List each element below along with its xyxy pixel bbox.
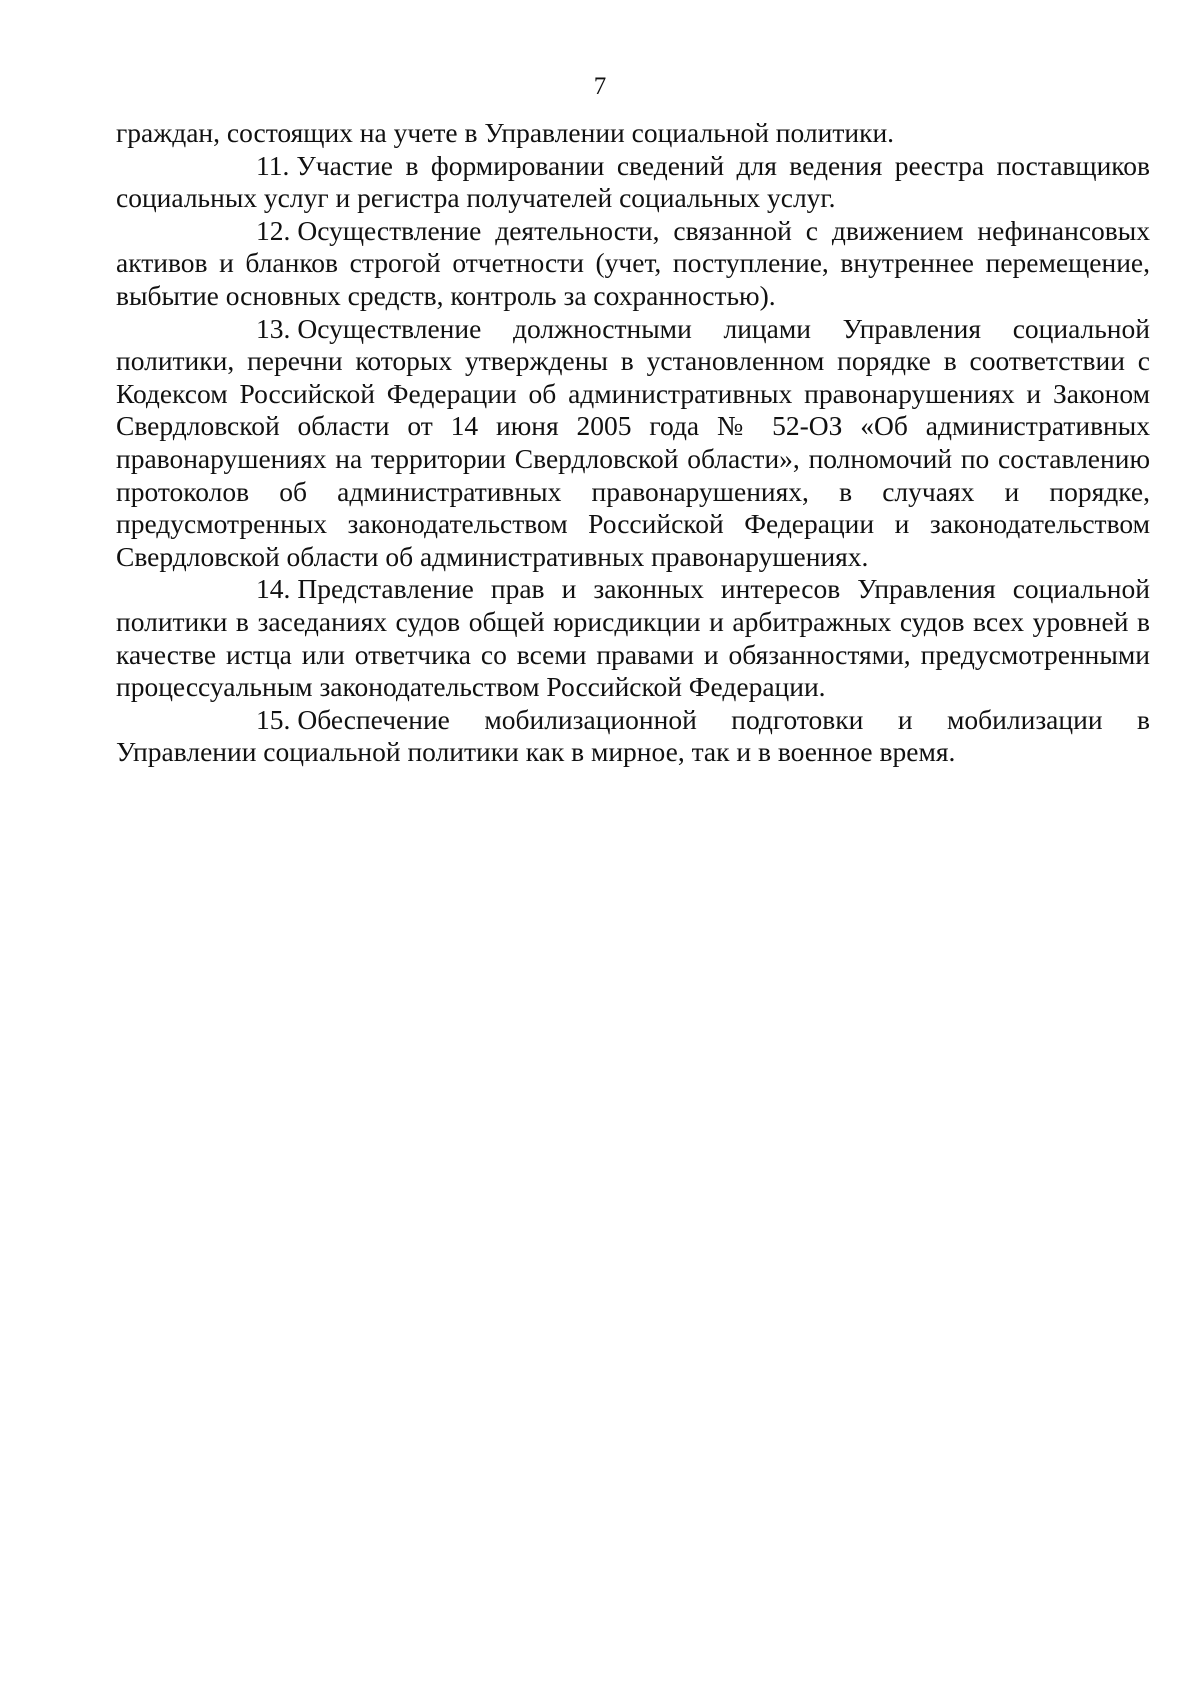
list-item-13 xyxy=(116,313,1150,574)
item-number: 11. xyxy=(256,149,290,181)
item-text: Осуществление деятельности, связанной с движением нефинансовых активов и бланков строгой отчетности (учет, поступление, внутреннее перемещение, выбытие основных средств, контроль за сохранностью). xyxy=(116,214,1150,311)
list-item-15 xyxy=(116,704,1150,769)
item-text: Обеспечение мобилизационной подготовки и мобилизации в Управлении социальной политики как в мирное, так и в военное время. xyxy=(116,703,1150,768)
item-text: Участие в формировании сведений для ведения реестра поставщиков социальных услуг и регистра получателей социальных услуг. xyxy=(116,149,1150,214)
continuation-paragraph: граждан, состоящих на учете в Управлении социальной политики. xyxy=(116,117,895,148)
document-body xyxy=(116,117,1150,769)
item-number: 12. xyxy=(256,214,291,246)
item-text: Представление прав и законных интересов Управления социальной политики в заседаниях судов общей юрисдикции и арбитражных судов всех уровней в качестве истца или ответчика со всеми правами и обязанностями, предусмотренными процессуальным законодательством Российской Федерации. xyxy=(116,573,1150,703)
list-item-11 xyxy=(116,150,1150,215)
list-item-12 xyxy=(116,215,1150,313)
item-number: 14. xyxy=(256,573,291,605)
item-number: 13. xyxy=(256,312,291,344)
page-number: 7 xyxy=(593,73,607,100)
list-item-14 xyxy=(116,573,1150,703)
item-text: Осуществление должностными лицами Управления социальной политики, перечни которых утверждены в установленном порядке в соответствии с Кодексом Российской Федерации об административных правонарушениях и Законом Свердловской области от 14 июня 2005 года № 52-ОЗ «Об административных правонарушениях на территории Свердловской области», полномочий по составлению протоколов об административных правонарушениях, в случаях и порядке, предусмотренных законодательством Российской Федерации и законодательством Свердловской области об административных правонарушениях. xyxy=(116,312,1150,572)
item-number: 15. xyxy=(256,703,291,735)
